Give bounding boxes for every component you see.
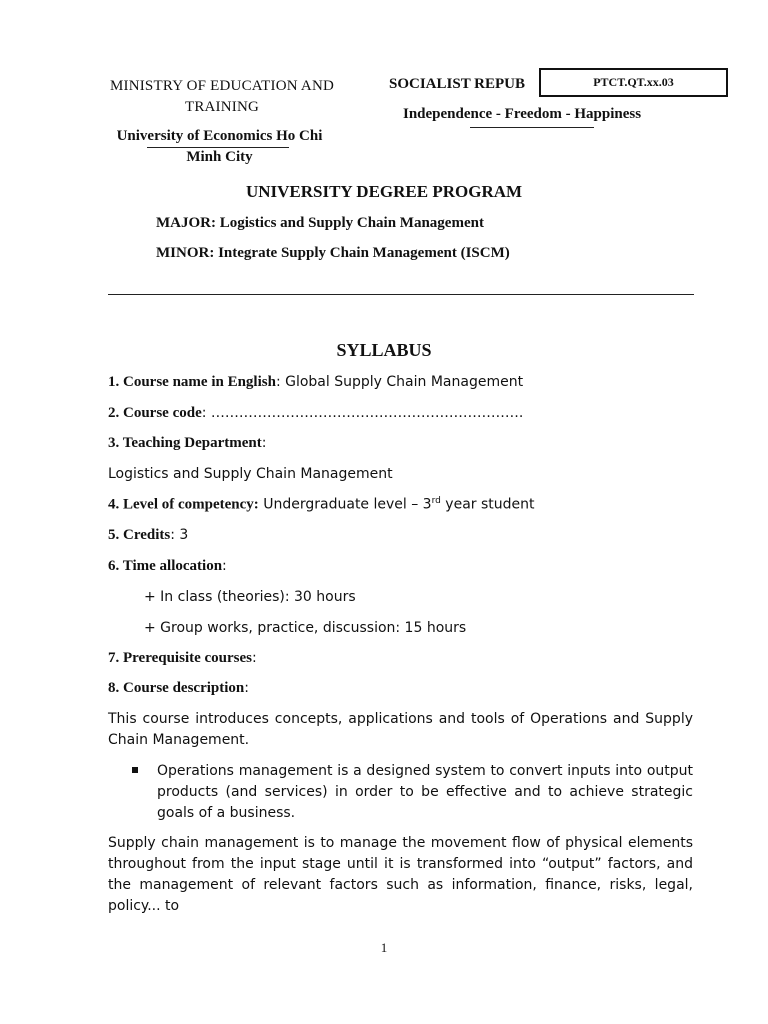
- course-code-value: : ………………………………………………………….: [201, 405, 524, 421]
- course-description-colon: :: [244, 680, 249, 696]
- time-allocation-label: 6. Time allocation: [108, 558, 223, 574]
- time-allocation-colon: :: [222, 558, 227, 574]
- program-title: UNIVERSITY DEGREE PROGRAM: [245, 182, 523, 201]
- page-number: 1: [380, 940, 388, 955]
- course-name-label: 1. Course name in English: [108, 374, 276, 390]
- prerequisite-label: 7. Prerequisite courses: [108, 650, 253, 666]
- description-bullet: [132, 761, 693, 824]
- teaching-dept-colon: :: [261, 435, 267, 451]
- course-description-label: 8. Course description: [108, 680, 245, 696]
- time-item-group-work: + Group works, practice, discussion: 15 hours: [144, 620, 467, 636]
- section-divider: [108, 294, 694, 295]
- national-motto: Independence - Freedom - Happiness: [403, 106, 642, 122]
- teaching-dept-line: [108, 435, 266, 452]
- ministry-name: MINISTRY OF EDUCATION AND TRAINING: [109, 78, 335, 115]
- course-description-line: [108, 680, 249, 697]
- level-superscript: rd: [431, 496, 441, 506]
- program-minor: MINOR: Integrate Supply Chain Management (ISCM): [156, 245, 510, 261]
- republic-name: SOCIALIST REPUB: [389, 76, 526, 92]
- prerequisite-line: [108, 650, 257, 667]
- level-value: Undergraduate level – 3: [258, 496, 432, 513]
- level-line: [108, 496, 535, 514]
- square-bullet-icon: [132, 767, 138, 773]
- level-label: 4. Level of competency:: [108, 496, 259, 513]
- time-allocation-line: [108, 558, 227, 575]
- course-name-line: [108, 374, 523, 391]
- university-name: University of Economics Ho Chi Minh City: [116, 128, 323, 165]
- course-code-label: 2. Course code: [108, 405, 202, 421]
- description-bullet-text: Operations management is a designed system to convert inputs into output products (and services) in order to be effective and to achieve strategic goals of a business.: [157, 763, 693, 821]
- time-item-theory: + In class (theories): 30 hours: [144, 589, 356, 605]
- level-value-suffix: year student: [440, 496, 535, 513]
- course-code-line: [108, 405, 523, 422]
- credits-value: : 3: [170, 527, 189, 543]
- teaching-dept-value: Logistics and Supply Chain Management: [108, 466, 393, 482]
- syllabus-heading: SYLLABUS: [336, 340, 432, 360]
- credits-line: [108, 527, 188, 544]
- teaching-dept-label: 3. Teaching Department: [108, 435, 262, 451]
- supply-chain-paragraph: Supply chain management is to manage the movement flow of physical elements throughout from the input stage until it is transformed into “output” factors, and the management of relevant factors such as information, finance, risks, legal, policy... to: [108, 835, 693, 914]
- document-code-box: [539, 68, 728, 97]
- prerequisite-colon: :: [252, 650, 257, 666]
- document-code: PTCT.QT.xx.03: [593, 75, 674, 89]
- program-major: MAJOR: Logistics and Supply Chain Management: [156, 215, 484, 231]
- motto-underline: [470, 127, 594, 128]
- university-underline: [147, 147, 289, 148]
- course-name-value: : Global Supply Chain Management: [275, 374, 524, 390]
- credits-label: 5. Credits: [108, 527, 171, 543]
- course-description-intro: This course introduces concepts, applications and tools of Operations and Supply Chain Management.: [108, 711, 693, 748]
